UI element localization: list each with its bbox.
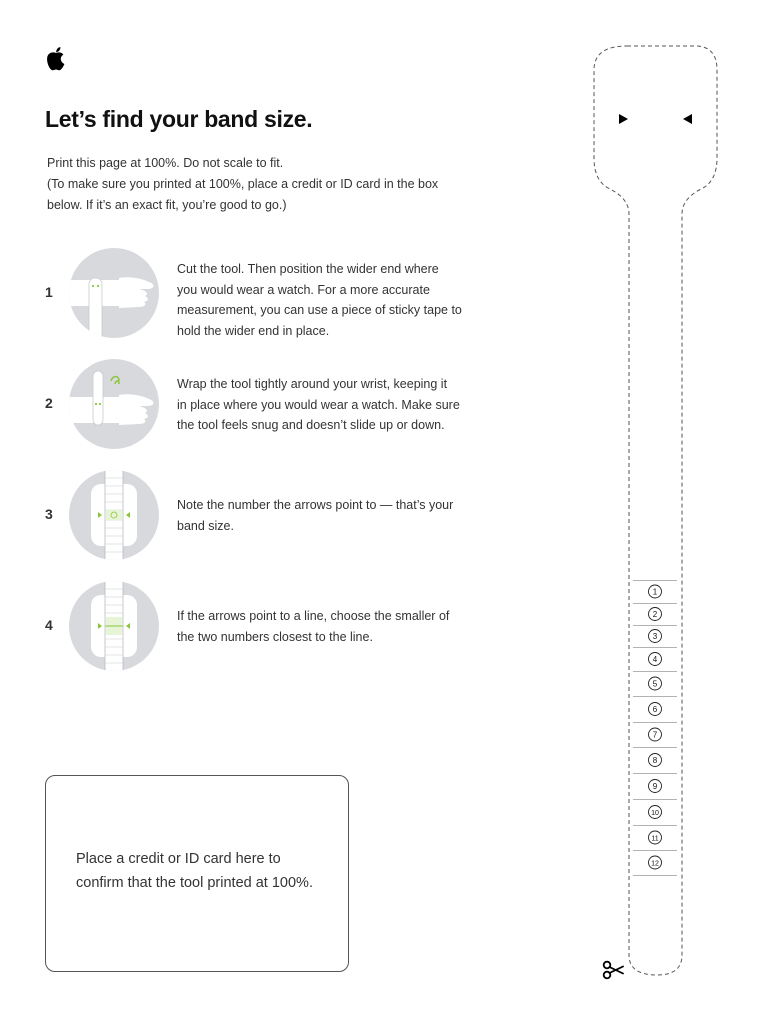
card-placement-box: [45, 775, 349, 972]
intro-line: (To make sure you printed at 100%, place a credit or ID card in the box: [47, 177, 439, 191]
step-3: [0, 470, 500, 562]
size-label: 12: [651, 860, 659, 868]
size-label: 3: [652, 632, 658, 641]
step-line: Wrap the tool tightly around your wrist, keeping it: [177, 377, 448, 391]
read-size-illustration: [69, 470, 159, 560]
size-label: 7: [652, 730, 658, 740]
step-1: [0, 248, 500, 340]
size-label: 11: [651, 835, 659, 843]
step-4: [0, 581, 500, 673]
intro-text: [47, 153, 487, 216]
card-box-line: confirm that the tool printed at 100%.: [76, 874, 313, 891]
step-text: [177, 495, 477, 536]
step-text: [177, 606, 477, 647]
size-label: 8: [652, 756, 658, 765]
step-number: 3: [45, 506, 53, 522]
step-line: Cut the tool. Then position the wider end where: [177, 262, 439, 276]
card-box-text: [76, 848, 313, 895]
step-line: band size.: [177, 518, 234, 533]
wrist-wrap-illustration: [69, 359, 159, 449]
step-line: you would wear a watch. For a more accurate: [177, 282, 430, 297]
step-2: [0, 359, 500, 451]
size-label: 9: [652, 782, 658, 791]
step-line: Note the number the arrows point to — that’s your: [177, 498, 454, 512]
step-text: [177, 374, 477, 436]
scissors-icon: [602, 960, 624, 980]
step-number: 4: [45, 617, 53, 633]
step-line: hold the wider end in place.: [177, 323, 330, 338]
step-line: If the arrows point to a line, choose the smaller of: [177, 609, 450, 623]
step-text: [177, 259, 477, 341]
step-number: 2: [45, 395, 53, 411]
size-label: 2: [652, 610, 658, 619]
wrist-cut-illustration: [69, 248, 159, 338]
step-line: the tool feels snug and doesn’t slide up or down.: [177, 418, 445, 432]
step-line: measurement, you can use a piece of sticky tape to: [177, 303, 462, 317]
apple-logo: [45, 46, 67, 72]
size-label: 4: [652, 655, 658, 664]
size-scale: [633, 580, 679, 880]
size-label: 5: [652, 679, 658, 689]
size-label: 1: [652, 587, 658, 597]
step-line: the two numbers closest to the line.: [177, 629, 373, 644]
intro-line: Print this page at 100%. Do not scale to fit.: [47, 156, 284, 170]
arrow-left-icon: [683, 114, 692, 124]
step-number: 1: [45, 284, 53, 300]
arrow-right-icon: [619, 114, 628, 124]
card-box-line: Place a credit or ID card here to: [76, 851, 281, 867]
step-line: in place where you would wear a watch. Make sure: [177, 397, 460, 412]
size-label: 10: [651, 810, 659, 817]
size-label: 6: [652, 705, 658, 714]
intro-line: below. If it’s an exact fit, you’re good to go.): [47, 198, 287, 212]
page-title: Let’s find your band size.: [45, 106, 313, 132]
line-size-illustration: [69, 581, 159, 671]
